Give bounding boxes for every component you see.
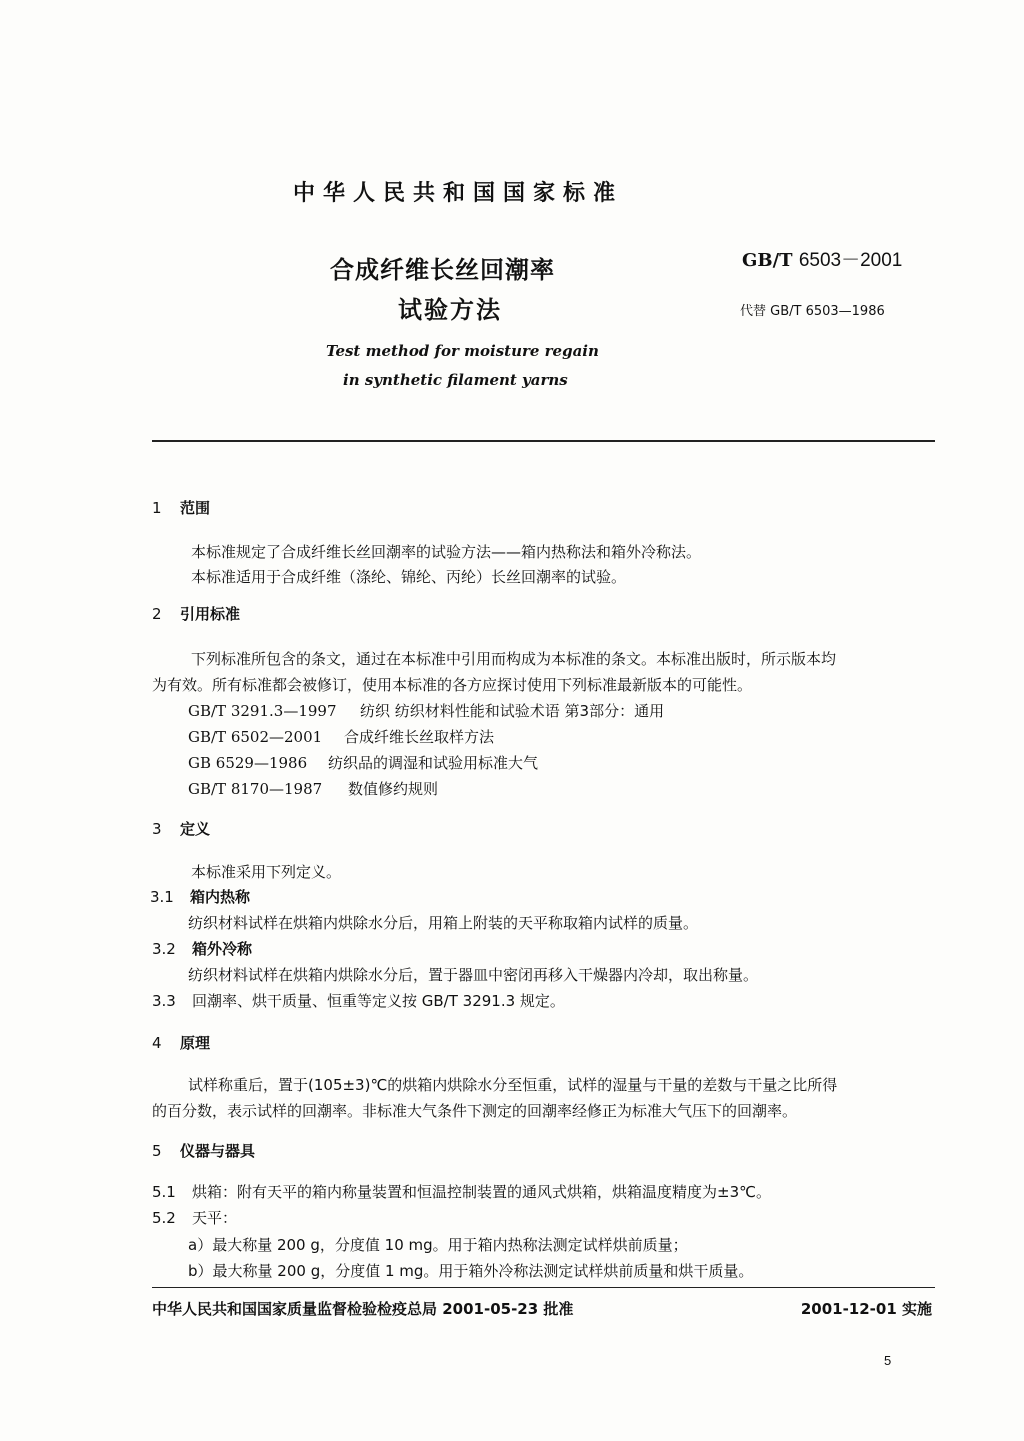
reference-item xyxy=(188,752,538,773)
principle-paragraph-line2: 的百分数，表示试样的回潮率。非标准大气条件下测定的回潮率经修正为标准大气压下的回潮率。 xyxy=(152,1102,798,1120)
definition-clause-other-terms xyxy=(152,990,565,1011)
issuing-authority-title: 中华人民共和国国家标准 xyxy=(293,181,624,206)
reference-title: 合成纤维长丝取样方法 xyxy=(344,728,495,746)
header-divider xyxy=(152,440,935,442)
reference-code: GB/T 6502—2001 xyxy=(188,728,323,746)
standard-number-year: 6503－2001 xyxy=(798,250,903,271)
section-title: 定义 xyxy=(180,820,211,838)
reference-item xyxy=(188,726,494,747)
definition-heading-hot-weighing xyxy=(150,886,250,907)
scope-paragraph-2: 本标准适用于合成纤维（涤纶、锦纶、丙纶）长丝回潮率的试验。 xyxy=(191,568,627,586)
references-paragraph-line2: 为有效。所有标准都会被修订，使用本标准的各方应探讨使用下列标准最新版本的可能性。 xyxy=(152,676,753,694)
balance-item-a: a）最大称量 200 g，分度值 10 mg。用于箱内热称法测定试样烘前质量； xyxy=(188,1236,688,1254)
reference-code: GB/T 8170—1987 xyxy=(188,780,323,798)
clause-number: 3.2 xyxy=(152,940,176,958)
definition-text-hot-weighing: 纺织材料试样在烘箱内烘除水分后，用箱上附装的天平称取箱内试样的质量。 xyxy=(188,914,699,932)
section-title: 原理 xyxy=(180,1034,211,1052)
reference-item xyxy=(188,700,664,721)
section-heading-scope xyxy=(152,497,210,518)
section-number: 3 xyxy=(152,820,162,838)
clause-title: 箱内热称 xyxy=(190,888,251,906)
standard-title-cn-line1: 合成纤维长丝回潮率 xyxy=(330,256,555,284)
section-title: 引用标准 xyxy=(180,605,241,623)
reference-code: GB 6529—1986 xyxy=(188,754,308,772)
definition-text-cold-weighing: 纺织材料试样在烘箱内烘除水分后，置于器皿中密闭再移入干燥器内冷却，取出称量。 xyxy=(188,966,759,984)
clause-number: 3.1 xyxy=(150,888,174,906)
reference-title: 纺织 纺织材料性能和试验术语 第3部分：通用 xyxy=(360,702,665,720)
effective-date: 2001-12-01 实施 xyxy=(800,1300,932,1318)
scope-paragraph-1: 本标准规定了合成纤维长丝回潮率的试验方法——箱内热称法和箱外冷称法。 xyxy=(191,543,702,561)
reference-title: 纺织品的调湿和试验用标准大气 xyxy=(328,754,539,772)
definitions-intro: 本标准采用下列定义。 xyxy=(191,863,342,881)
section-heading-apparatus xyxy=(152,1140,255,1161)
section-heading-normative-references xyxy=(152,603,240,624)
footer-divider xyxy=(152,1287,935,1288)
reference-item xyxy=(188,778,438,799)
clause-text: 烘箱：附有天平的箱内称量装置和恒温控制装置的通风式烘箱，烘箱温度精度为±3℃。 xyxy=(192,1183,771,1201)
clause-text: 回潮率、烘干质量、恒重等定义按 GB/T 3291.3 规定。 xyxy=(192,992,565,1010)
section-title: 范围 xyxy=(180,499,211,517)
standard-title-cn-line2: 试验方法 xyxy=(398,296,502,324)
clause-number: 5.1 xyxy=(152,1183,176,1201)
reference-title: 数值修约规则 xyxy=(348,780,439,798)
clause-number: 3.3 xyxy=(152,992,176,1010)
standard-title-en-line1: Test method for moisture regain xyxy=(326,342,599,360)
definition-heading-cold-weighing xyxy=(152,938,252,959)
standard-code: GB/T xyxy=(742,250,793,271)
section-heading-principle xyxy=(152,1032,210,1053)
approval-statement: 中华人民共和国国家质量监督检验检疫总局 2001-05-23 批准 xyxy=(152,1300,574,1318)
apparatus-oven-clause xyxy=(152,1181,771,1202)
section-number: 5 xyxy=(152,1142,162,1160)
section-number: 1 xyxy=(152,499,162,517)
section-title: 仪器与器具 xyxy=(180,1142,256,1160)
section-number: 2 xyxy=(152,605,162,623)
references-paragraph-line1: 下列标准所包含的条文，通过在本标准中引用而构成为本标准的条文。本标准出版时，所示版本均 xyxy=(191,650,837,668)
section-heading-definitions xyxy=(152,818,210,839)
balance-item-b: b）最大称量 200 g，分度值 1 mg。用于箱外冷称法测定试样烘前质量和烘干质量。 xyxy=(188,1262,754,1280)
section-number: 4 xyxy=(152,1034,162,1052)
clause-title: 箱外冷称 xyxy=(192,940,253,958)
reference-code: GB/T 3291.3—1997 xyxy=(188,702,337,720)
standard-title-en-line2: in synthetic filament yarns xyxy=(343,371,568,389)
clause-number: 5.2 xyxy=(152,1209,176,1227)
clause-text: 天平： xyxy=(192,1209,238,1227)
replaces-standard: 代替 GB/T 6503—1986 xyxy=(740,304,885,319)
standard-number xyxy=(742,245,902,272)
page-number: 5 xyxy=(884,1353,892,1368)
apparatus-balance-clause xyxy=(152,1207,237,1228)
principle-paragraph-line1: 试样称重后，置于(105±3)℃的烘箱内烘除水分至恒重，试样的湿量与干量的差数与干量之比所得 xyxy=(188,1076,838,1094)
